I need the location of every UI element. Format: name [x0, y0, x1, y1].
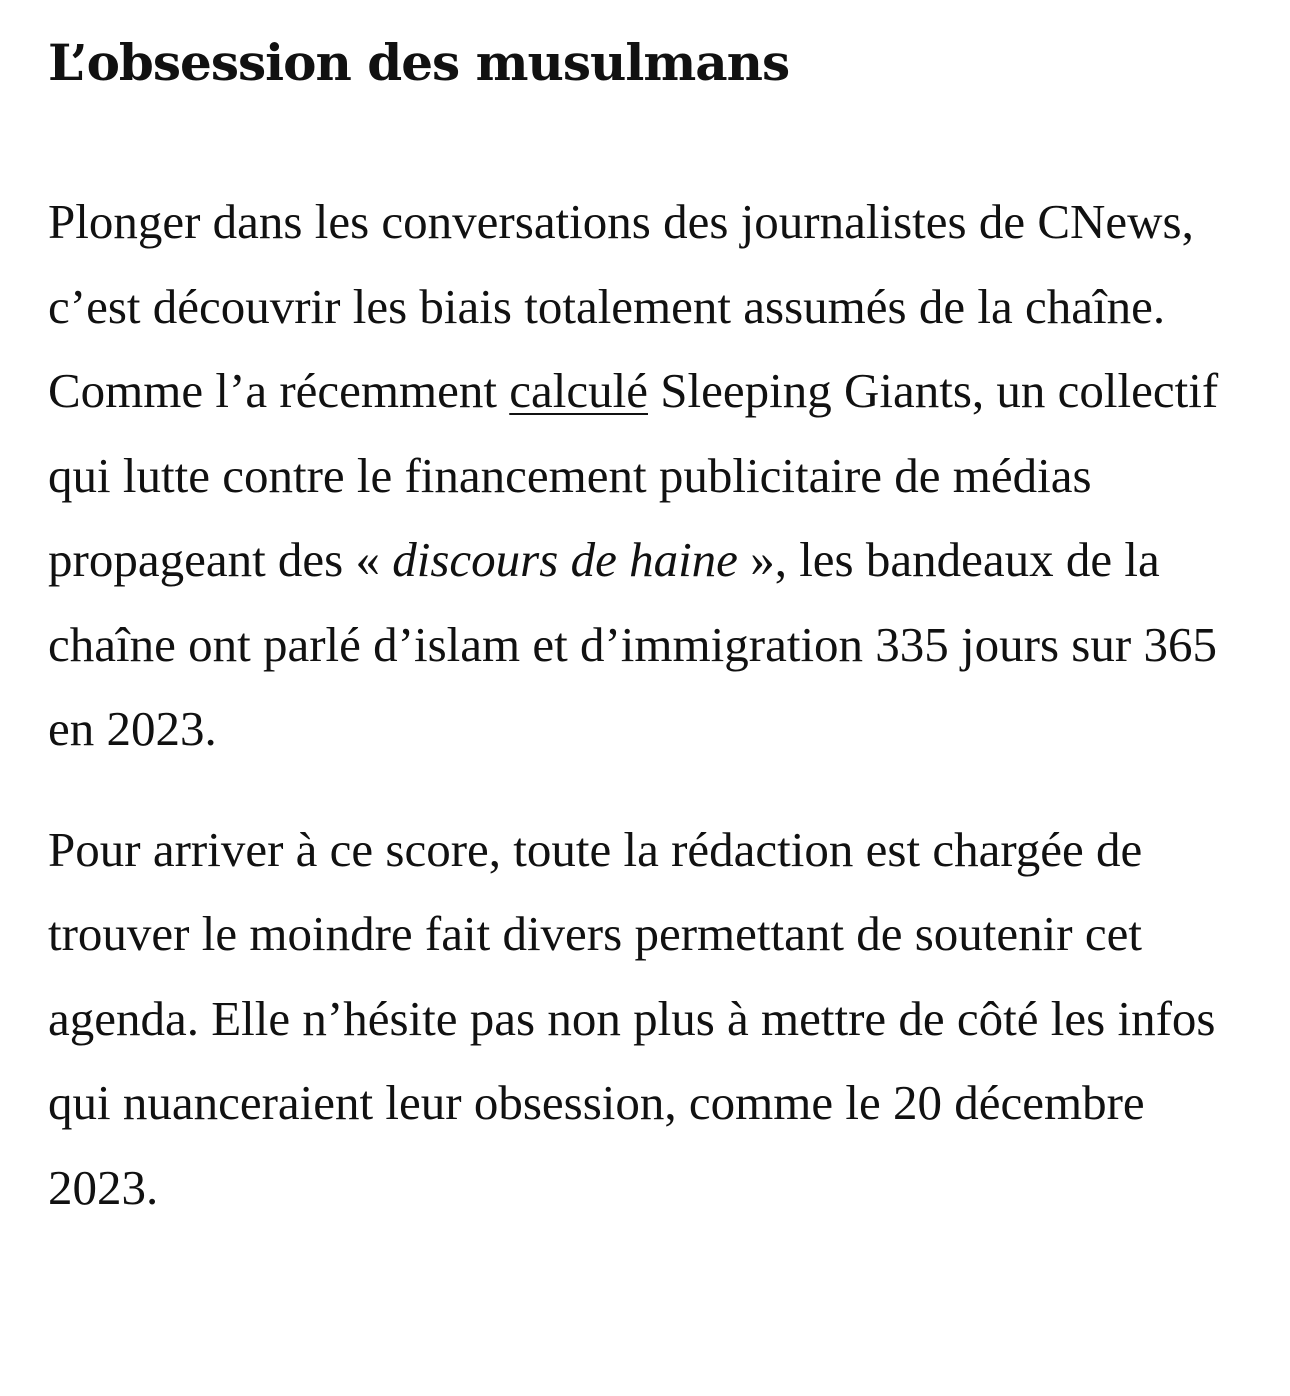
- paragraph-2: Pour arriver à ce score, toute la rédaction est chargée de trouver le moindre fait divers permettant de soutenir cet agenda. Elle n’hésite pas non plus à mettre de côté les infos qui nuanceraient leur obsession, comme le 20 décembre 2023.: [48, 821, 1216, 1215]
- calcule-link[interactable]: calculé: [509, 363, 648, 418]
- paragraph-1: [48, 180, 1238, 772]
- quote-open-mark: «: [355, 532, 393, 587]
- quote-close-mark: »: [737, 532, 775, 587]
- quote-text: discours de haine: [392, 532, 738, 587]
- hate-speech-quote: [356, 532, 775, 587]
- section-heading: L’obsession des musulmans: [48, 33, 790, 92]
- paragraph-1-ending: , les bandeaux de la chaîne ont parlé d’islam et d’immigration 335 jours sur 365 en 2023.: [48, 532, 1217, 756]
- paragraph-1-intro: Plonger dans les conversations des journalistes de CNews, c’est découvrir les biais totalement assumés de la chaîne. Comme l’a récemment: [48, 194, 1194, 418]
- paragraph-1-middle: Sleeping Giants, un collectif qui lutte contre le financement publicitaire de médias propageant des: [48, 363, 1219, 587]
